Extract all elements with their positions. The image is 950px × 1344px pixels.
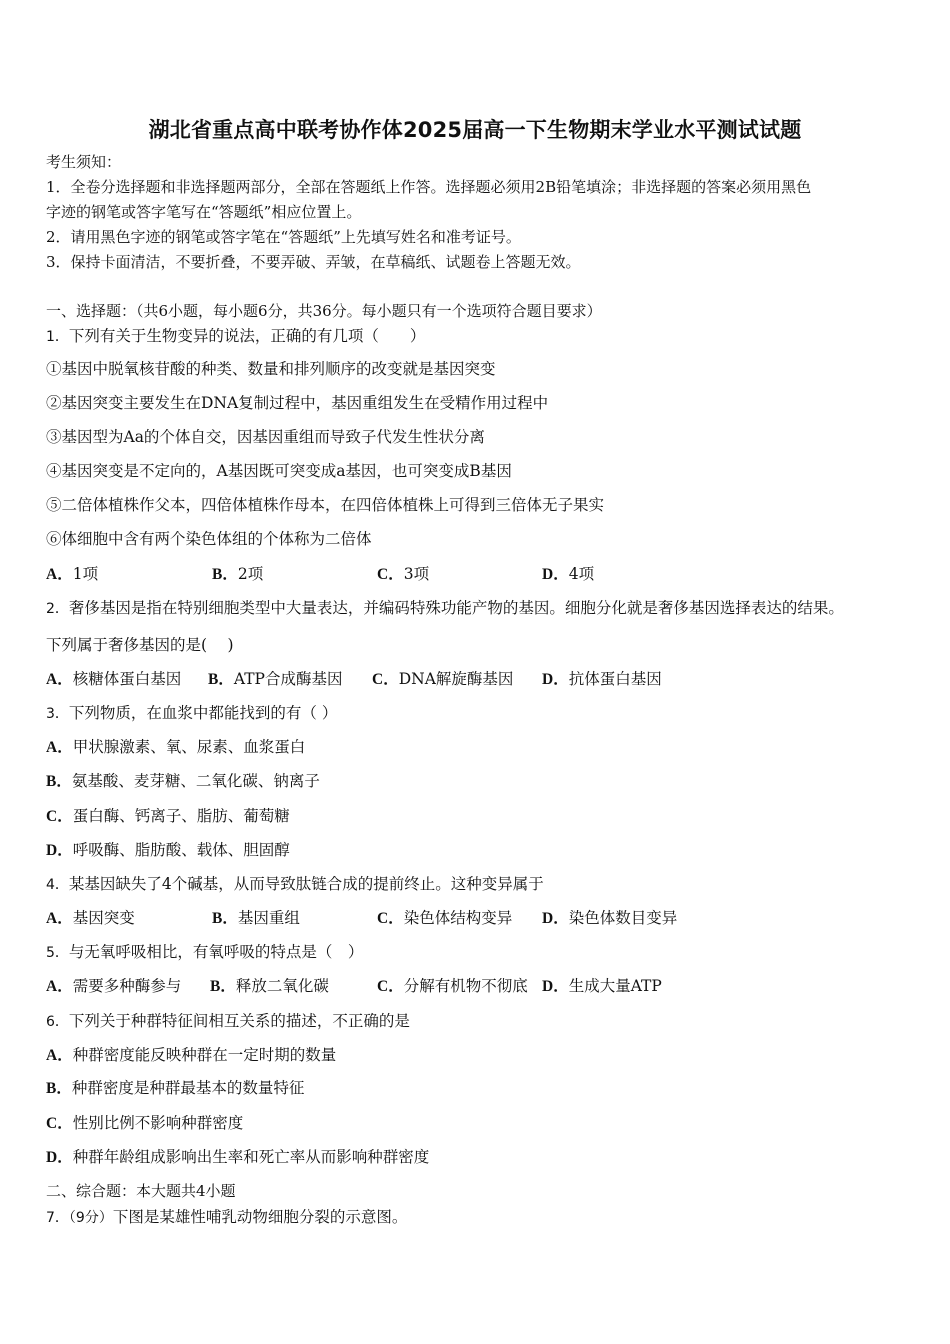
statement: ④基因突变是不定向的，A基因既可突变成a基因，也可突变成B基因 (46, 462, 512, 480)
option-text: 需要多种酶参与 (72, 977, 182, 995)
option-a (46, 737, 305, 758)
option-text: 核糖体蛋白基因 (72, 670, 182, 688)
statement: ②基因突变主要发生在DNA复制过程中，基因重组发生在受精作用过程中 (46, 394, 549, 412)
option-label: D． (542, 566, 569, 583)
option-text: 分解有机物不彻底 (403, 977, 528, 995)
option-text: 生成大量ATP (568, 977, 662, 995)
notice-item: 字迹的钢笔或答字笔写在“答题纸”相应位置上。 (46, 203, 362, 221)
question-stem-cont: 下列属于奢侈基因的是( ) (46, 636, 234, 654)
question-3 (46, 703, 337, 724)
option-label: C． (377, 566, 404, 583)
option-d (542, 564, 594, 585)
question-number: 1． (46, 329, 69, 345)
option-text: 抗体蛋白基因 (568, 670, 662, 688)
option-c (377, 908, 512, 929)
option-text: 1项 (72, 565, 99, 583)
question-stem: 下列关于种群特征间相互关系的描述，不正确的是 (68, 1012, 410, 1030)
question-number: 7． (46, 1210, 69, 1226)
option-b (212, 564, 263, 585)
option-a (46, 908, 135, 929)
statement: ③基因型为Aa的个体自交，因基因重组而导致子代发生性状分离 (46, 428, 485, 446)
option-d (46, 840, 290, 861)
notice-heading: 考生须知： (46, 153, 122, 171)
question-4 (46, 874, 544, 895)
option-label: A． (46, 739, 73, 756)
option-text: 基因突变 (72, 909, 135, 927)
question-stem: 与无氧呼吸相比，有氧呼吸的特点是（ ） (68, 943, 364, 961)
notice-item: 1．全卷分选择题和非选择题两部分，全部在答题纸上作答。选择题必须用2B铅笔填涂；非选择题的答案必须用黑色 (46, 178, 812, 196)
statement: ①基因中脱氧核苷酸的种类、数量和排列顺序的改变就是基因突变 (46, 360, 496, 378)
option-label: B． (46, 773, 72, 790)
question-stem: 下列物质，在血浆中都能找到的有（ ） (68, 704, 338, 722)
section-heading-choice: 一、选择题：（共6小题，每小题6分，共36分。每小题只有一个选项符合题目要求） (46, 302, 602, 320)
question-5 (46, 942, 363, 963)
option-c (377, 976, 528, 997)
option-label: B． (210, 978, 236, 995)
question-number: 6． (46, 1014, 69, 1030)
notice-item: 2．请用黑色字迹的钢笔或答字笔在“答题纸”上先填写姓名和准考证号。 (46, 228, 521, 246)
statement: ⑥体细胞中含有两个染色体组的个体称为二倍体 (46, 530, 372, 548)
question-stem: 奢侈基因是指在特别细胞类型中大量表达，并编码特殊功能产物的基因。细胞分化就是奢侈基因选择表达的结果。 (68, 599, 844, 617)
option-label: D． (542, 671, 569, 688)
option-label: A． (46, 978, 73, 995)
option-text: 染色体数目变异 (568, 909, 678, 927)
option-text: 4项 (568, 565, 595, 583)
option-text: ATP合成酶基因 (233, 670, 343, 688)
option-text: 染色体结构变异 (403, 909, 513, 927)
notice-item: 3．保持卡面清洁，不要折叠，不要弄破、弄皱，在草稿纸、试题卷上答题无效。 (46, 253, 581, 271)
option-a (46, 1045, 336, 1066)
option-b (212, 908, 300, 929)
option-text: 种群密度是种群最基本的数量特征 (71, 1079, 305, 1097)
option-d (46, 1147, 429, 1168)
page-title: 湖北省重点高中联考协作体2025届高一下生物期末学业水平测试试题 (148, 118, 802, 142)
option-b (208, 669, 342, 690)
question-number: 3． (46, 706, 69, 722)
option-c (372, 669, 513, 690)
option-d (542, 669, 662, 690)
question-stem: 下图是某雄性哺乳动物细胞分裂的示意图。 (112, 1208, 408, 1226)
statement: ⑤二倍体植株作父本，四倍体植株作母本，在四倍体植株上可得到三倍体无子果实 (46, 496, 605, 514)
section-heading-comprehensive: 二、综合题：本大题共4小题 (46, 1182, 236, 1200)
option-text: 氨基酸、麦芽糖、二氧化碳、钠离子 (71, 772, 320, 790)
question-2 (46, 598, 844, 619)
option-label: D． (46, 1149, 73, 1166)
option-label: D． (46, 842, 73, 859)
option-label: C． (372, 671, 399, 688)
option-label: A． (46, 910, 73, 927)
option-d (542, 908, 677, 929)
option-text: 基因重组 (237, 909, 300, 927)
option-text: DNA解旋酶基因 (398, 670, 514, 688)
question-number: 2． (46, 601, 69, 617)
option-c (46, 806, 290, 827)
option-label: A． (46, 566, 73, 583)
option-label: D． (542, 978, 569, 995)
question-score: （9分） (68, 1210, 113, 1226)
option-label: C． (46, 1115, 73, 1132)
question-stem: 某基因缺失了4个碱基，从而导致肽链合成的提前终止。这种变异属于 (68, 875, 544, 893)
question-number: 4． (46, 877, 69, 893)
option-c (46, 1113, 243, 1134)
option-label: D． (542, 910, 569, 927)
option-a (46, 669, 181, 690)
option-text: 呼吸酶、脂肪酸、载体、胆固醇 (72, 841, 290, 859)
option-label: C． (377, 910, 404, 927)
option-text: 释放二氧化碳 (235, 977, 329, 995)
option-text: 种群密度能反映种群在一定时期的数量 (72, 1046, 337, 1064)
option-label: C． (46, 808, 73, 825)
question-7 (46, 1207, 407, 1228)
option-label: B． (212, 566, 238, 583)
option-label: C． (377, 978, 404, 995)
question-6 (46, 1011, 410, 1032)
option-text: 性别比例不影响种群密度 (72, 1114, 244, 1132)
option-text: 2项 (237, 565, 264, 583)
option-b (210, 976, 329, 997)
option-label: A． (46, 1047, 73, 1064)
option-d (542, 976, 662, 997)
option-a (46, 976, 181, 997)
option-text: 甲状腺激素、氧、尿素、血浆蛋白 (72, 738, 306, 756)
option-label: B． (46, 1080, 72, 1097)
question-1 (46, 326, 425, 347)
option-label: A． (46, 671, 73, 688)
option-b (46, 1078, 304, 1099)
option-label: B． (208, 671, 234, 688)
option-text: 蛋白酶、钙离子、脂肪、葡萄糖 (72, 807, 290, 825)
option-text: 种群年龄组成影响出生率和死亡率从而影响种群密度 (72, 1148, 430, 1166)
option-c (377, 564, 429, 585)
question-number: 5． (46, 945, 69, 961)
question-stem: 下列有关于生物变异的说法，正确的有几项（ ） (68, 327, 426, 345)
option-text: 3项 (403, 565, 430, 583)
option-a (46, 564, 98, 585)
option-label: B． (212, 910, 238, 927)
option-b (46, 771, 320, 792)
